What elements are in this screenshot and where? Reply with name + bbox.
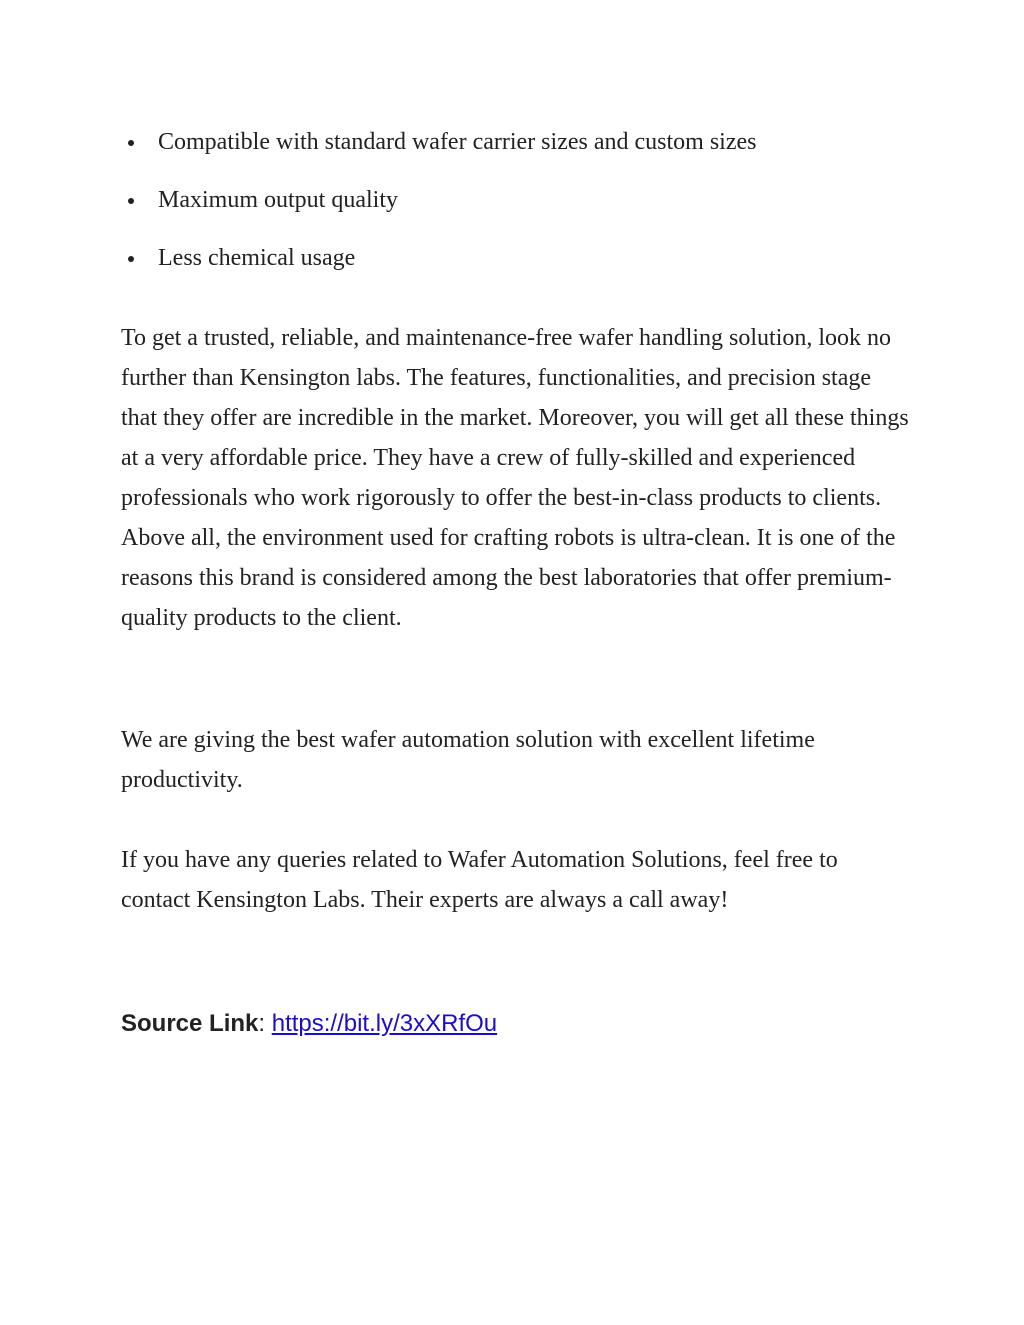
- paragraph-kensington-overview: To get a trusted, reliable, and maintenance-free wafer handling solution, look no further than Kensington labs. The features, functionalities, and precision stage that they offer are incredible in the market. Moreover, you will get all these things at a very affordable price. They have a crew of fully-skilled and experienced professionals who work rigorously to offer the best-in-class products to clients. Above all, the environment used for crafting robots is ultra-clean. It is one of the reasons this brand is considered among the best laboratories that offer premium-quality products to the client.: [121, 325, 909, 631]
- source-label: Source Link: [121, 1010, 259, 1037]
- bullet-dot-icon: [128, 198, 134, 204]
- paragraph-wafer-automation: We are giving the best wafer automation solution with excellent lifetime productivity.: [121, 727, 815, 793]
- bullet-text: Compatible with standard wafer carrier sizes and custom sizes: [158, 129, 757, 155]
- bullet-text: Less chemical usage: [158, 245, 356, 271]
- source-separator: :: [258, 1010, 272, 1037]
- list-item: [121, 122, 921, 162]
- source-link[interactable]: https://bit.ly/3xXRfOu: [271, 1010, 498, 1037]
- source-line: [121, 1006, 497, 1042]
- bullet-text: Maximum output quality: [158, 187, 398, 213]
- paragraph-contact: If you have any queries related to Wafer Automation Solutions, feel free to contact Kensington Labs. Their experts are always a call away!: [121, 847, 838, 913]
- bullet-dot-icon: [128, 256, 134, 262]
- list-item: [121, 238, 921, 278]
- list-item: [121, 180, 921, 220]
- feature-bullet-list: [121, 122, 921, 296]
- bullet-dot-icon: [128, 140, 134, 146]
